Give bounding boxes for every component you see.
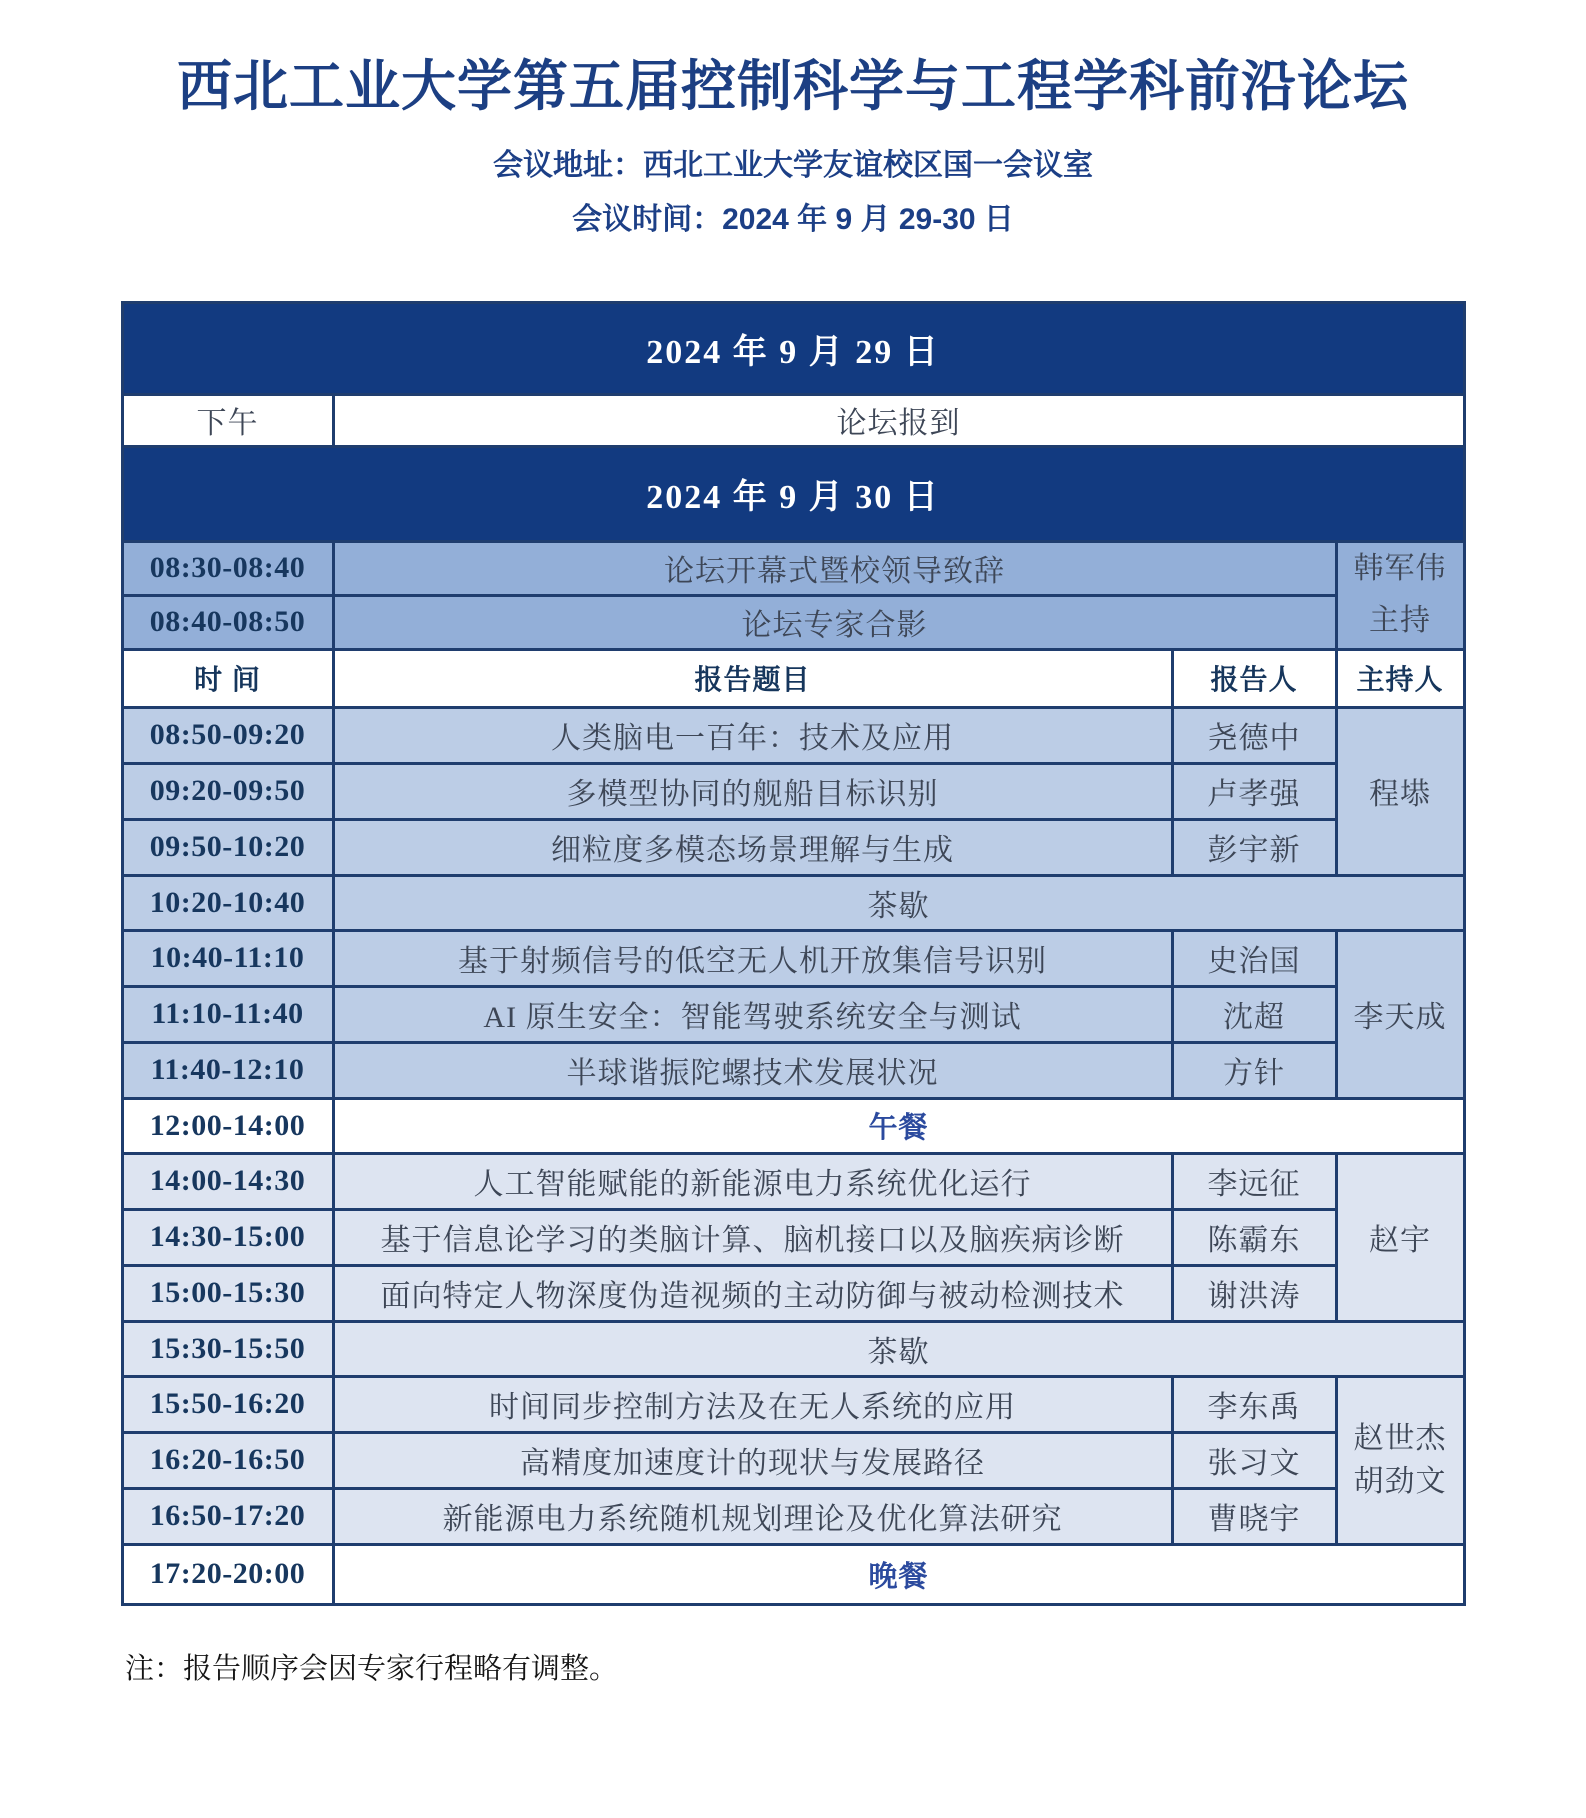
talk-row [122,819,1464,875]
talk-row [122,1265,1464,1321]
lunch-time-cell: 12:00-14:00 [122,1098,333,1153]
lunch-row [122,1098,1464,1153]
talk-speaker-cell: 陈霸东 [1172,1209,1336,1265]
talk-speaker-cell: 史治国 [1172,930,1336,986]
dinner-time-cell: 17:20-20:00 [122,1544,333,1604]
talk-row [122,763,1464,819]
talk-time-cell: 10:40-11:10 [122,930,333,986]
talk-title-cell: 细粒度多模态场景理解与生成 [333,819,1172,875]
break-label-cell: 茶歇 [333,875,1464,930]
date-line: 会议时间：2024 年 9 月 29-30 日 [572,202,1014,236]
talk-speaker-cell: 方针 [1172,1042,1336,1098]
talk-row [122,986,1464,1042]
column-header-host: 主持人 [1336,649,1464,707]
talk-time-cell: 14:00-14:30 [122,1153,333,1209]
talk-speaker-cell: 李东禹 [1172,1376,1336,1432]
column-header-time: 时 间 [122,649,333,707]
talk-speaker-cell: 曹晓宇 [1172,1488,1336,1544]
break-time-cell: 15:30-15:50 [122,1321,333,1376]
column-header-speaker: 报告人 [1172,649,1336,707]
session-host-cell [1336,1376,1464,1544]
talk-speaker-cell: 李远征 [1172,1153,1336,1209]
talk-row [122,930,1464,986]
talk-time-cell: 16:20-16:50 [122,1432,333,1488]
session-host-name: 赵宇 [1369,1224,1431,1258]
talk-row [122,1209,1464,1265]
talk-time-cell: 15:00-15:30 [122,1265,333,1321]
talk-speaker-cell: 彭宇新 [1172,819,1336,875]
talk-time-cell: 15:50-16:20 [122,1376,333,1432]
talk-time-cell: 11:10-11:40 [122,986,333,1042]
break-time-cell: 10:20-10:40 [122,875,333,930]
venue-line: 会议地址：西北工业大学友谊校区国一会议室 [493,148,1093,182]
day2-banner-cell: 2024 年 9 月 30 日 [122,446,1464,541]
break-label-cell: 茶歇 [333,1321,1464,1376]
talk-title-cell: AI 原生安全：智能驾驶系统安全与测试 [333,986,1172,1042]
session-host-cell [1336,707,1464,875]
talk-row [122,707,1464,763]
footnote: 注：报告顺序会因专家行程略有调整。 [125,1652,619,1685]
talk-title-cell: 人工智能赋能的新能源电力系统优化运行 [333,1153,1172,1209]
session-host-name: 赵世杰 [1353,1421,1447,1455]
page [0,52,1586,1818]
talk-time-cell: 11:40-12:10 [122,1042,333,1098]
opening-event-cell: 论坛开幕式暨校领导致辞 [333,541,1336,595]
talk-time-cell: 08:50-09:20 [122,707,333,763]
talk-row [122,1376,1464,1432]
break-row [122,875,1464,930]
session-host-name: 程塨 [1369,778,1431,812]
session-host-cell [1336,1153,1464,1321]
talk-row [122,1042,1464,1098]
talk-title-cell: 高精度加速度计的现状与发展路径 [333,1432,1172,1488]
day2-banner-row [122,446,1464,541]
day1-row [122,394,1464,446]
opening-host-role: 主持 [1369,604,1431,638]
talk-row [122,1432,1464,1488]
talk-time-cell: 16:50-17:20 [122,1488,333,1544]
talk-row [122,1488,1464,1544]
day1-time-cell: 下午 [122,394,333,446]
opening-time-cell: 08:30-08:40 [122,541,333,595]
opening-row [122,595,1464,649]
talk-speaker-cell: 卢孝强 [1172,763,1336,819]
break-row [122,1321,1464,1376]
dinner-row [122,1544,1464,1604]
column-header-row [122,649,1464,707]
talk-title-cell: 多模型协同的舰船目标识别 [333,763,1172,819]
talk-time-cell: 14:30-15:00 [122,1209,333,1265]
session-host-name: 胡劲文 [1353,1465,1447,1499]
dinner-label-cell: 晚餐 [333,1544,1464,1604]
talk-title-cell: 面向特定人物深度伪造视频的主动防御与被动检测技术 [333,1265,1172,1321]
opening-event-cell: 论坛专家合影 [333,595,1336,649]
talk-title-cell: 新能源电力系统随机规划理论及优化算法研究 [333,1488,1172,1544]
opening-row [122,541,1464,595]
talk-row [122,1153,1464,1209]
session-host-name: 李天成 [1353,1001,1447,1035]
column-header-title: 报告题目 [333,649,1172,707]
talk-title-cell: 人类脑电一百年：技术及应用 [333,707,1172,763]
page-title: 西北工业大学第五届控制科学与工程学科前沿论坛 [176,55,1409,117]
opening-host-name: 韩军伟 [1353,551,1447,585]
talk-speaker-cell: 尧德中 [1172,707,1336,763]
talk-title-cell: 基于射频信号的低空无人机开放集信号识别 [333,930,1172,986]
talk-title-cell: 半球谐振陀螺技术发展状况 [333,1042,1172,1098]
session-host-cell [1336,930,1464,1098]
schedule-table [121,301,1466,1606]
talk-time-cell: 09:20-09:50 [122,763,333,819]
lunch-label-cell: 午餐 [333,1098,1464,1153]
day1-event-cell: 论坛报到 [333,394,1464,446]
talk-speaker-cell: 谢洪涛 [1172,1265,1336,1321]
talk-speaker-cell: 张习文 [1172,1432,1336,1488]
opening-host-cell [1336,541,1464,649]
talk-speaker-cell: 沈超 [1172,986,1336,1042]
talk-title-cell: 时间同步控制方法及在无人系统的应用 [333,1376,1172,1432]
day1-banner-cell: 2024 年 9 月 29 日 [122,302,1464,394]
day1-banner-row [122,302,1464,394]
opening-time-cell: 08:40-08:50 [122,595,333,649]
talk-title-cell: 基于信息论学习的类脑计算、脑机接口以及脑疾病诊断 [333,1209,1172,1265]
talk-time-cell: 09:50-10:20 [122,819,333,875]
